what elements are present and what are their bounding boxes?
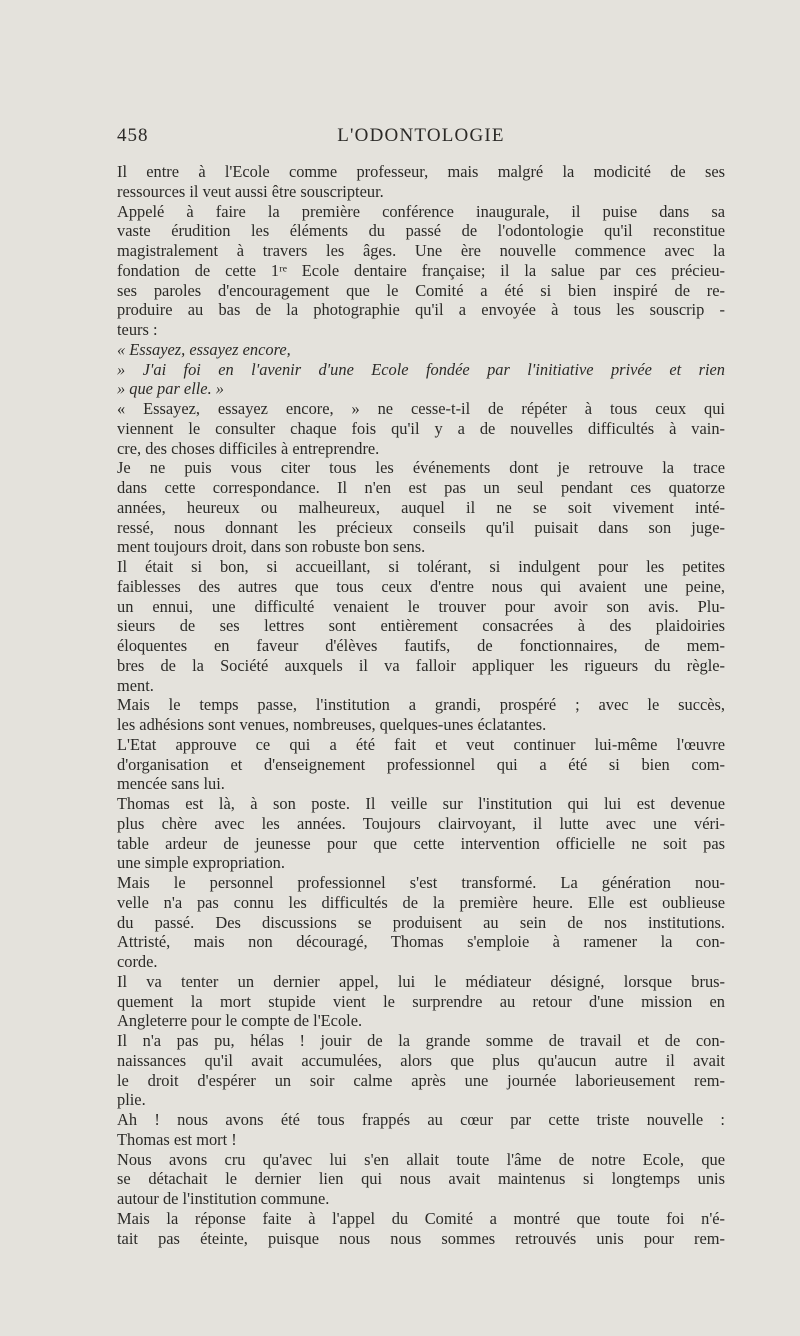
text-line: produire au bas de la photographie qu'il a envoyée à tous les souscrip - (117, 300, 725, 320)
text-line: Il n'a pas pu, hélas ! jouir de la grande somme de travail et de con- (117, 1031, 725, 1050)
text-line: d'organisation et d'enseignement professionnel qui a été si bien com- (117, 754, 725, 774)
text-line: velle n'a pas connu les difficultés de la première heure. Elle est oublieuse (117, 892, 725, 912)
text-line: « Essayez, essayez encore, » ne cesse-t-il de répéter à tous ceux qui (117, 399, 725, 418)
text-line: bres de la Société auxquels il va falloir appliquer les rigueurs du règle- (117, 655, 725, 675)
text-line: » que par elle. » (117, 379, 224, 399)
text-line: Mais le personnel professionnel s'est transformé. La génération nou- (117, 873, 725, 892)
text-line: du passé. Des discussions se produisent au sein de nos institutions. (117, 912, 725, 932)
text-line: fondation de cette 1ʳᵉ Ecole dentaire française; il la salue par ces précieu- (117, 260, 725, 280)
text-line: vaste érudition les éléments du passé de l'odontologie qu'il reconstitue (117, 221, 725, 241)
text-line: Il va tenter un dernier appel, lui le médiateur désigné, lorsque brus- (117, 971, 725, 991)
text-line: table ardeur de jeunesse pour que cette intervention officielle ne soit pas (117, 833, 725, 853)
text-line: le droit d'espérer un soir calme après une journée laborieusement rem- (117, 1070, 725, 1090)
page-number: 458 (117, 125, 149, 146)
text-line: cre, des choses difficiles à entreprendre. (117, 438, 380, 458)
text-line: faiblesses des autres que tous ceux d'entre nous qui avaient une peine, (117, 576, 725, 596)
text-line: dans cette correspondance. Il n'en est pas un seul pendant ces quatorze (117, 478, 725, 497)
text-line: Ah ! nous avons été tous frappés au cœur par cette triste nouvelle : (117, 1110, 725, 1129)
running-title: L'ODONTOLOGIE (337, 125, 505, 146)
text-line: plus chère avec les années. Toujours clairvoyant, il lutte avec une véri- (117, 813, 725, 833)
text-line: ment toujours droit, dans son robuste bon sens. (117, 537, 426, 557)
text-line: autour de l'institution commune. (117, 1189, 330, 1208)
text-line: corde. (117, 952, 158, 971)
text-line: « Essayez, essayez encore, (117, 339, 291, 359)
text-line: les adhésions sont venues, nombreuses, quelques-unes éclatantes. (117, 715, 547, 734)
text-line: ment. (117, 675, 154, 695)
text-line: Thomas est là, à son poste. Il veille sur l'institution qui lui est devenue (117, 794, 725, 813)
text-line: Angleterre pour le compte de l'Ecole. (117, 1011, 363, 1031)
text-line: Attristé, mais non découragé, Thomas s'emploie à ramener la con- (117, 932, 725, 952)
text-line: Mais la réponse faite à l'appel du Comité a montré que toute foi n'é- (117, 1208, 725, 1228)
text-line: années, heureux ou malheureux, auquel il ne se soit vivement inté- (117, 497, 725, 517)
text-line: teurs : (117, 320, 158, 339)
text-line: Nous avons cru qu'avec lui s'en allait toute l'âme de notre Ecole, que (117, 1149, 725, 1169)
text-line: ses paroles d'encouragement que le Comité a été si bien inspiré de re- (117, 280, 725, 300)
text-line: L'Etat approuve ce qui a été fait et veut continuer lui-même l'œuvre (117, 734, 725, 754)
text-line: se détachait le dernier lien qui nous avait maintenus si longtemps unis (117, 1169, 725, 1189)
text-line: quement la mort stupide vient le surprendre au retour d'une mission en (117, 991, 725, 1011)
text-line: naissances qu'il avait accumulées, alors que plus qu'aucun autre il avait (117, 1050, 725, 1070)
text-line: tait pas éteinte, puisque nous nous sommes retrouvés unis pour rem- (117, 1228, 725, 1248)
text-line: sieurs de ses lettres sont entièrement consacrées à des plaidoiries (117, 616, 725, 636)
text-line: Mais le temps passe, l'institution a grandi, prospéré ; avec le succès, (117, 695, 725, 715)
text-line: Thomas est mort ! (117, 1129, 237, 1149)
body-text (117, 162, 725, 1248)
text-line: Il entre à l'Ecole comme professeur, mais malgré la modicité de ses (117, 162, 725, 181)
text-line: ressources il veut aussi être souscripteur. (117, 181, 384, 201)
text-line: » J'ai foi en l'avenir d'une Ecole fondée par l'initiative privée et rien (117, 359, 725, 379)
text-line: Appelé à faire la première conférence inaugurale, il puise dans sa (117, 201, 725, 221)
text-line: une simple expropriation. (117, 853, 285, 873)
text-line: Je ne puis vous citer tous les événements dont je retrouve la trace (117, 458, 725, 478)
text-line: éloquentes en faveur d'élèves fautifs, de fonctionnaires, de mem- (117, 636, 725, 655)
page-header (117, 125, 725, 155)
text-line: viennent le consulter chaque fois qu'il y a de nouvelles difficultés à vain- (117, 418, 725, 438)
text-line: ressé, nous donnant les précieux conseils qu'il puisait dans son juge- (117, 517, 725, 537)
text-line: plie. (117, 1090, 146, 1110)
text-line: magistralement à travers les âges. Une ère nouvelle commence avec la (117, 241, 725, 260)
text-line: un ennui, une difficulté venaient le trouver pour avoir son avis. Plu- (117, 596, 725, 616)
text-line: mencée sans lui. (117, 774, 225, 794)
text-line: Il était si bon, si accueillant, si tolérant, si indulgent pour les petites (117, 557, 725, 576)
